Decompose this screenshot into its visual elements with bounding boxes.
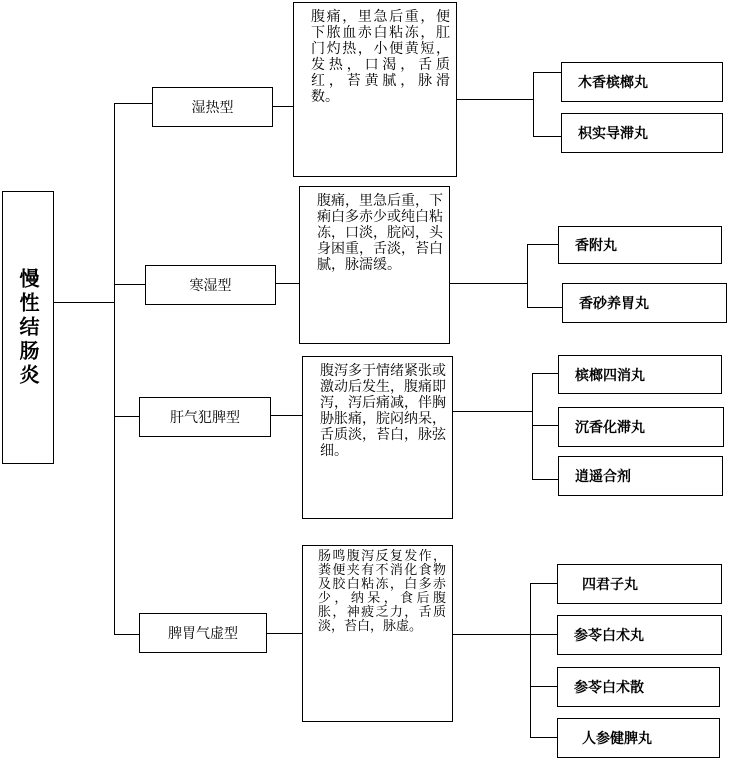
connector-rxitem-1-2 [533, 136, 561, 137]
root-node [2, 191, 54, 464]
connector-sym-4 [266, 633, 302, 634]
connector-type-4 [114, 634, 139, 635]
prescription-label: 香附丸 [575, 238, 617, 254]
prescription-box [558, 355, 722, 394]
prescription-box [558, 456, 723, 496]
connector-rx-2 [449, 283, 527, 284]
prescription-box [557, 667, 720, 707]
prescription-label: 人参健脾丸 [582, 731, 652, 747]
connector-trunk [114, 103, 115, 635]
connector-rxitem-4-2 [530, 634, 557, 635]
connector-rxitem-4-4 [530, 737, 557, 738]
connector-sym-3 [270, 415, 302, 416]
prescription-label: 逍遥合剂 [575, 469, 631, 485]
prescription-label: 四君子丸 [582, 577, 638, 593]
type-label: 肝气犯脾型 [170, 410, 240, 426]
connector-rxitem-1-1 [533, 72, 561, 73]
prescription-label: 槟榔四消丸 [575, 367, 645, 384]
type-label: 寒湿型 [189, 278, 232, 294]
prescription-box [557, 615, 722, 655]
type-node-spleen-qi [139, 613, 267, 653]
prescription-box [561, 62, 723, 102]
symptom-text: 腹泻多于情绪紧张或激动后发生，腹痛即泻，泻后痛减，伴胸胁胀痛，脘闷纳呆，舌质淡，苔白，脉弦细。 [320, 363, 446, 459]
connector-rxitem-4-3 [530, 686, 557, 687]
prescription-label: 木香槟榔丸 [578, 75, 648, 91]
type-node-damp-heat [152, 87, 273, 127]
prescription-box [557, 564, 722, 604]
symptom-text: 肠鸣腹泻反复发作，粪便夹有不消化食物及胶白粘冻，白多赤少，纳呆，食后腹胀，神疲乏力，舌质淡，苔白，脉虚。 [318, 549, 446, 634]
connector-rx-1 [456, 99, 533, 100]
prescription-box [558, 226, 722, 264]
connector-sym-1 [272, 106, 293, 107]
symptom-box-liver-spleen [302, 356, 453, 519]
connector-type-2 [114, 284, 145, 285]
connector-sym-2 [275, 283, 299, 284]
symptom-text: 腹痛，里急后重，下痢白多赤少或纯白粘冻，口淡，脘闷，头身困重，舌淡，苔白腻，脉濡缓。 [317, 193, 443, 273]
connector-rxtrunk-4 [530, 583, 531, 738]
prescription-label: 参苓白术散 [574, 680, 644, 696]
connector-rxtrunk-1 [533, 72, 534, 137]
prescription-box [562, 283, 727, 323]
type-label: 湿热型 [191, 100, 234, 116]
connector-rxitem-3-1 [532, 373, 558, 374]
connector-rxitem-2-1 [527, 244, 558, 245]
prescription-label: 香砂养胃丸 [579, 296, 649, 312]
connector-rx-3 [452, 411, 532, 412]
connector-type-3 [114, 416, 139, 417]
prescription-label: 枳实导滞丸 [578, 126, 648, 142]
connector-rxtrunk-2 [527, 244, 528, 308]
prescription-box [561, 113, 723, 153]
connector-rxitem-3-2 [532, 425, 558, 426]
connector-rxitem-2-2 [527, 307, 562, 308]
root-label: 慢性结肠炎 [16, 267, 40, 388]
connector-rx-4 [452, 634, 530, 635]
prescription-box [557, 718, 720, 758]
symptom-box-damp-heat [293, 2, 457, 177]
connector-rxitem-3-3 [532, 479, 558, 480]
type-label: 脾胃气虚型 [168, 626, 238, 642]
symptom-box-cold-damp [299, 186, 450, 344]
type-node-cold-damp [145, 265, 276, 305]
type-node-liver-spleen [139, 397, 271, 437]
prescription-box [558, 407, 724, 447]
connector-rxtrunk-3 [532, 373, 533, 480]
prescription-label: 沉香化滞丸 [575, 420, 645, 436]
symptom-box-spleen-qi [302, 545, 453, 722]
connector-root [54, 302, 114, 303]
symptom-text: 腹痛，里急后重，便下脓血赤白粘冻，肛门灼热，小便黄短，发热，口渴，舌质红，苔黄腻，脉滑数。 [311, 9, 450, 105]
prescription-label: 参苓白术丸 [574, 628, 644, 644]
connector-rxitem-4-1 [530, 583, 557, 584]
connector-type-1 [114, 103, 152, 104]
